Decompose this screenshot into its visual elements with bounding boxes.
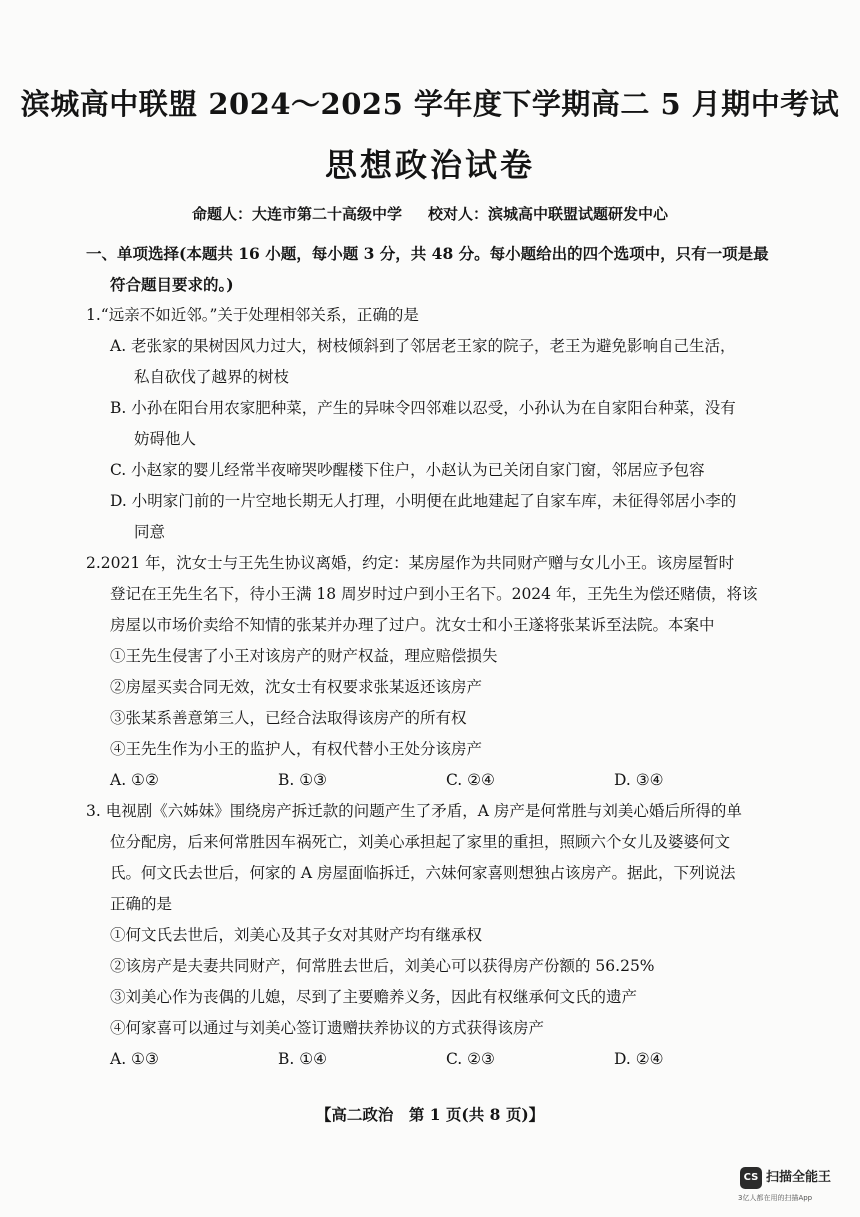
choice-c: C. ②③	[446, 1050, 495, 1068]
scanner-watermark	[740, 1165, 850, 1209]
choice-a: A. ①③	[110, 1050, 159, 1068]
statement-4: ④王先生作为小王的监护人，有权代替小王处分该房产	[110, 740, 483, 758]
reviewer-text: 校对人：滨城高中联盟试题研发中心	[428, 205, 669, 223]
question-1	[86, 300, 786, 548]
question-3	[86, 796, 786, 1075]
option-a: A. 老张家的果树因风力过大，树枝倾斜到了邻居老王家的院子，老王为避免影响自己生活，	[110, 337, 736, 355]
exam-subtitle: 思想政治试卷	[324, 146, 535, 184]
question-stem-cont: 氏。何文氏去世后，何家的 A 房屋面临拆迁，六妹何家喜则想独占该房产。据此，下列说法	[110, 864, 736, 882]
camscanner-logo-icon: CS	[740, 1167, 762, 1189]
question-stem: 1.“远亲不如近邻。”关于处理相邻关系，正确的是	[86, 306, 419, 324]
watermark-name: 扫描全能王	[766, 1170, 832, 1185]
page-footer: 【高二政治 第 1 页(共 8 页)】	[315, 1105, 545, 1124]
option-b: B. 小孙在阳台用农家肥种菜，产生的异味令四邻难以忍受，小孙认为在自家阳台种菜，没有	[110, 399, 736, 417]
answer-choices	[86, 765, 786, 796]
question-stem-cont: 房屋以市场价卖给不知情的张某并办理了过户。沈女士和小王遂将张某诉至法院。本案中	[110, 616, 715, 634]
option-d-cont: 同意	[134, 523, 166, 541]
option-d: D. 小明家门前的一片空地长期无人打理，小明便在此地建起了自家车库，未征得邻居小李的	[110, 492, 737, 510]
statement-1: ①何文氏去世后，刘美心及其子女对其财产均有继承权	[110, 926, 483, 944]
option-c: C. 小赵家的婴儿经常半夜啼哭吵醒楼下住户，小赵认为已关闭自家门窗，邻居应予包容	[110, 461, 705, 479]
authors-line	[0, 203, 860, 224]
answer-choices	[86, 1044, 786, 1075]
choice-b: B. ①④	[278, 1050, 328, 1068]
question-stem: 2.2021 年，沈女士与王先生协议离婚，约定：某房屋作为共同财产赠与女儿小王。该房屋暂时	[86, 554, 735, 572]
option-a-cont: 私自砍伐了越界的树枝	[134, 368, 290, 386]
statement-2: ②该房产是夫妻共同财产，何常胜去世后，刘美心可以获得房产份额的 56.25%	[110, 957, 655, 975]
statement-1: ①王先生侵害了小王对该房产的财产权益，理应赔偿损失	[110, 647, 498, 665]
exam-title: 滨城高中联盟 2024～2025 学年度下学期高二 5 月期中考试	[20, 87, 840, 121]
question-stem: 3. 电视剧《六姊妹》围绕房产拆迁款的问题产生了矛盾，A 房产是何常胜与刘美心婚后所得的单	[86, 802, 742, 820]
statement-3: ③张某系善意第三人，已经合法取得该房产的所有权	[110, 709, 467, 727]
statement-2: ②房屋买卖合同无效，沈女士有权要求张某返还该房产	[110, 678, 483, 696]
choice-d: D. ③④	[614, 771, 664, 789]
section-heading-line: 符合题目要求的。)	[110, 275, 234, 294]
section-heading-line: 一、单项选择(本题共 16 小题，每小题 3 分，共 48 分。每小题给出的四个选项中，只有一项是最	[86, 244, 769, 263]
choice-d: D. ②④	[614, 1050, 664, 1068]
question-2	[86, 548, 786, 796]
watermark-tagline: 3亿人都在用的扫描App	[738, 1194, 813, 1202]
choice-c: C. ②④	[446, 771, 495, 789]
author-text: 命题人：大连市第二十高级中学	[191, 205, 402, 223]
question-stem-cont: 正确的是	[110, 895, 173, 913]
option-b-cont: 妨碍他人	[134, 430, 197, 448]
question-content	[86, 238, 786, 1075]
question-stem-cont: 位分配房，后来何常胜因车祸死亡，刘美心承担起了家里的重担，照顾六个女儿及婆婆何文	[110, 833, 731, 851]
statement-4: ④何家喜可以通过与刘美心签订遗赠扶养协议的方式获得该房产	[110, 1019, 545, 1037]
section-heading	[86, 238, 786, 300]
question-stem-cont: 登记在王先生名下，待小王满 18 周岁时过户到小王名下。2024 年，王先生为偿还赌债，将该	[110, 585, 758, 603]
statement-3: ③刘美心作为丧偶的儿媳，尽到了主要赡养义务，因此有权继承何文氏的遗产	[110, 988, 638, 1006]
choice-a: A. ①②	[110, 771, 159, 789]
choice-b: B. ①③	[278, 771, 328, 789]
